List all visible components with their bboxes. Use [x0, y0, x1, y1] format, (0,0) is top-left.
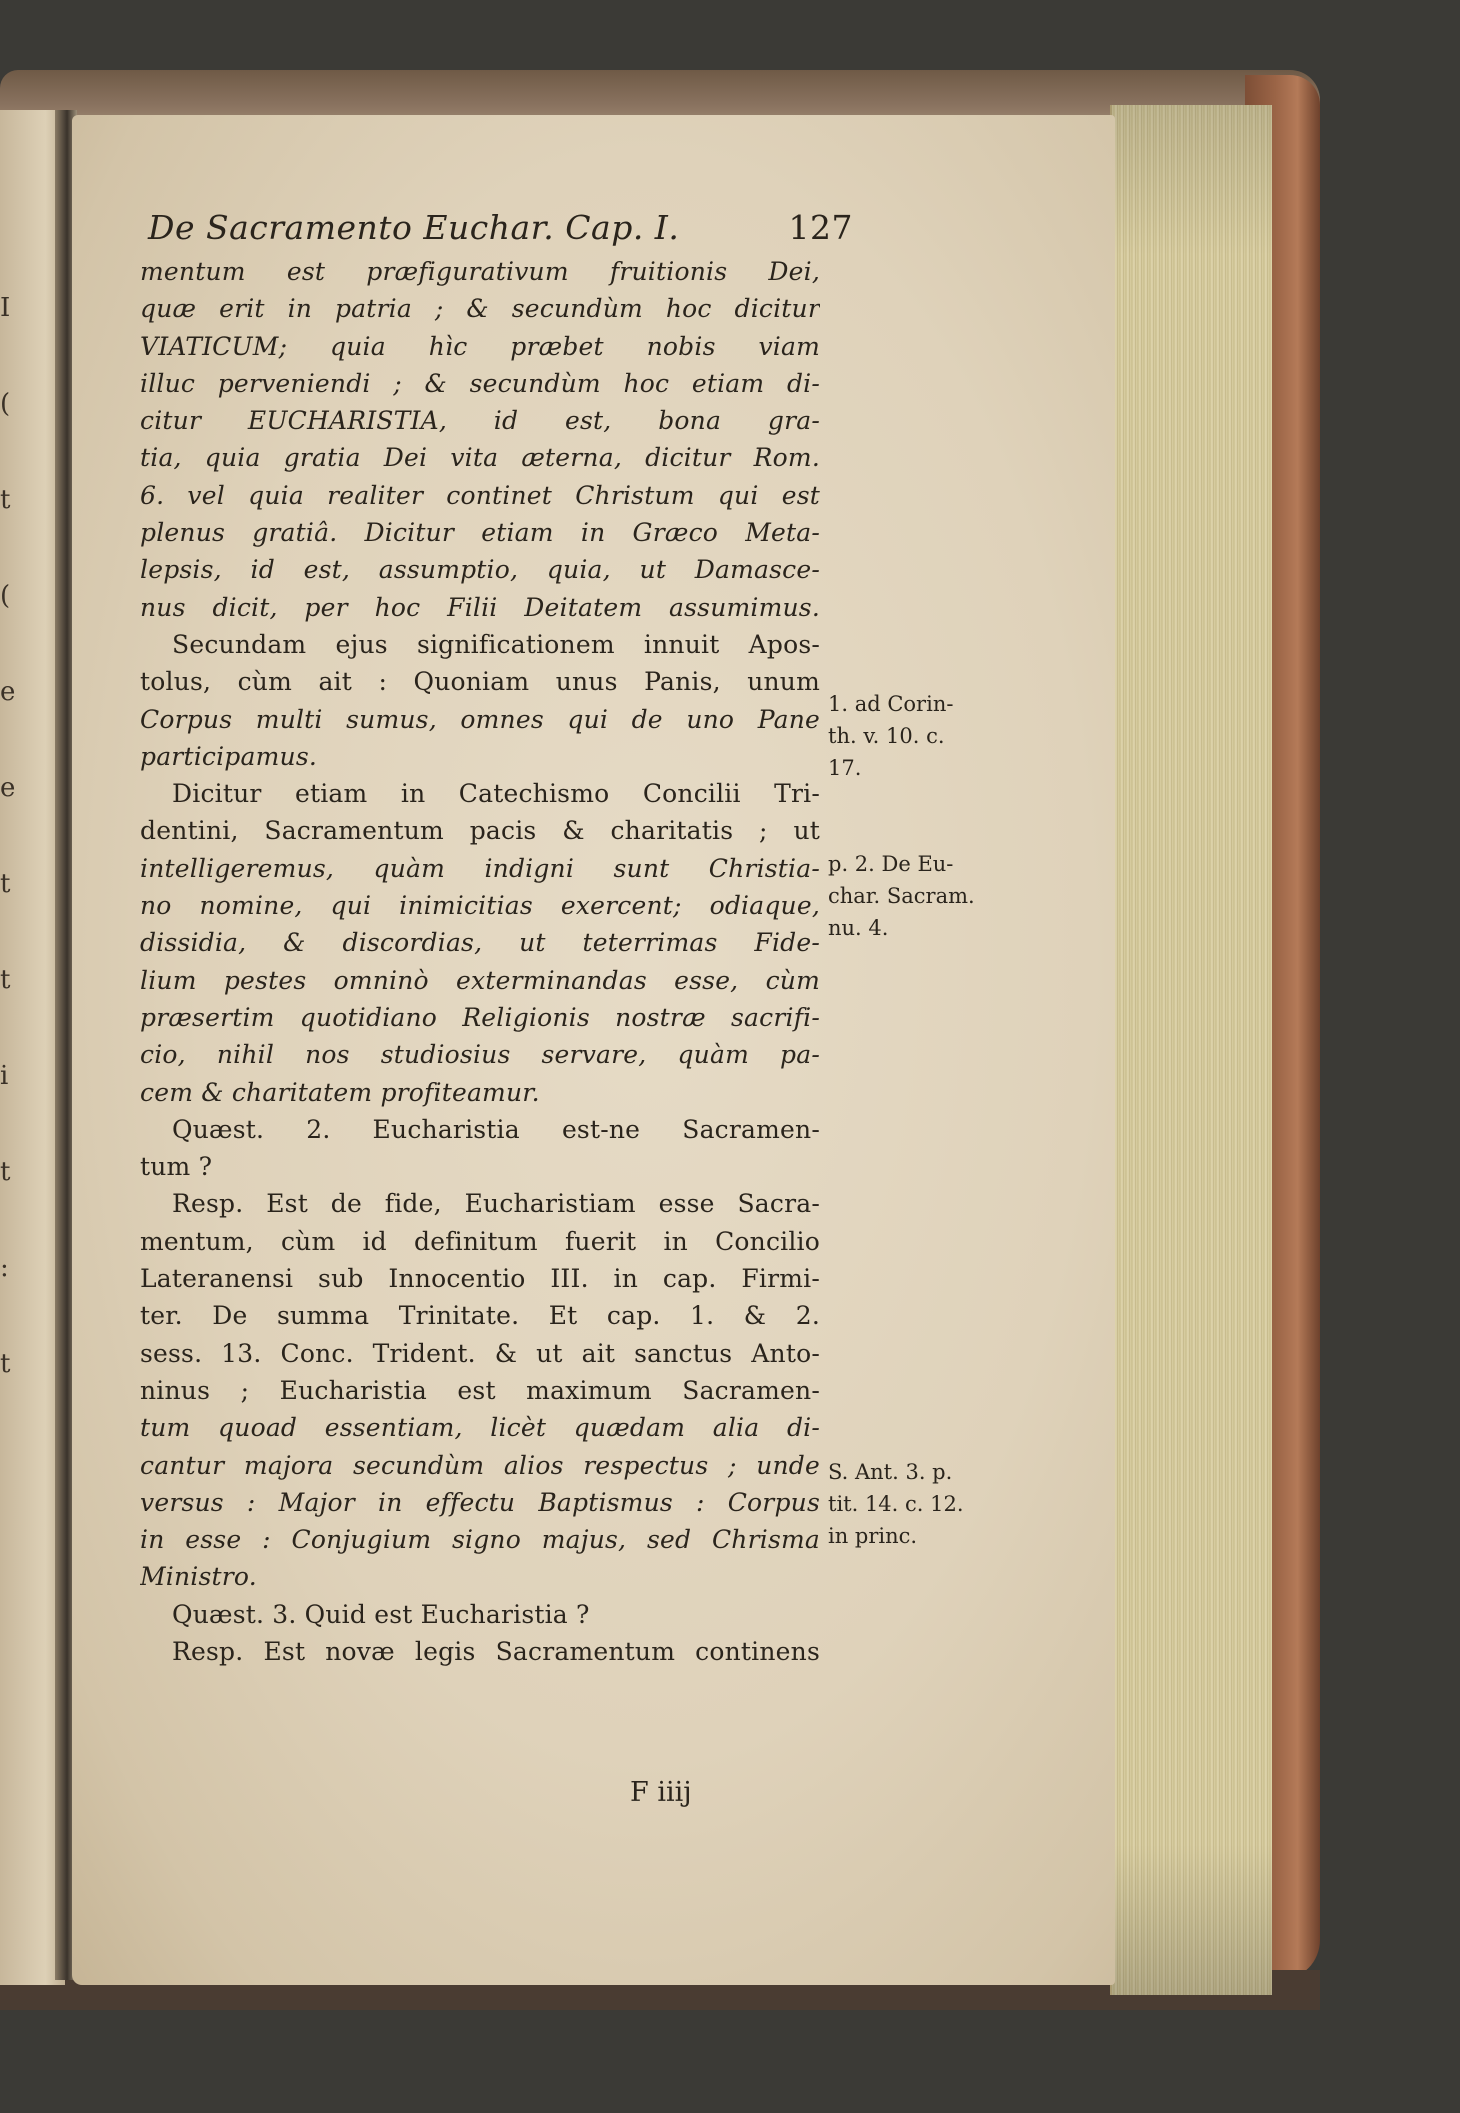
text-line: dissidia, & discordias, ut teterrimas Fide- — [140, 928, 820, 958]
text-line: Dicitur etiam in Catechismo Concilii Tri- — [172, 779, 820, 809]
text-line: mentum, cùm id definitum fuerit in Concilio — [140, 1226, 820, 1256]
fragment: t — [0, 869, 11, 899]
text-line: illuc perveniendi ; & secundùm hoc etiam di- — [140, 368, 820, 398]
marginal-note-line: nu. 4. — [828, 916, 889, 940]
text-line: Secundam ejus significationem innuit Apos- — [172, 629, 820, 659]
marginal-note-line: in princ. — [828, 1524, 918, 1548]
text-line: lepsis, id est, assumptio, quia, ut Damasce- — [140, 555, 820, 585]
text-line: Ministro. — [140, 1562, 257, 1592]
marginal-note-line: th. v. 10. c. — [828, 724, 945, 748]
text-line: cantur majora secundùm alios respectus ; unde — [140, 1450, 820, 1480]
fragment: e — [0, 677, 16, 707]
marginal-note — [828, 848, 998, 944]
fragment: ( — [0, 581, 11, 611]
fragment: I — [0, 293, 11, 323]
text-line: Quæst. 2. Eucharistia est-ne Sacramen- — [172, 1114, 820, 1144]
fragment: t — [0, 485, 11, 515]
text-line: tum quoad essentiam, licèt quædam alia di- — [140, 1413, 820, 1443]
page-fore-edge — [1110, 105, 1272, 1995]
text-line: VIATICUM; quia hìc præbet nobis viam — [140, 331, 820, 361]
text-line: lium pestes omninò exterminandas esse, cùm — [140, 965, 820, 995]
text-line: 6. vel quia realiter continet Christum qui est — [140, 480, 820, 510]
text-line: sess. 13. Conc. Trident. & ut ait sanctus Anto- — [140, 1338, 820, 1368]
text-line: citur EUCHARISTIA, id est, bona gra- — [140, 406, 820, 436]
fragment: ( — [0, 389, 11, 419]
text-line: quæ erit in patria ; & secundùm hoc dicitur — [140, 294, 820, 324]
text-line: mentum est præfigurativum fruitionis Dei, — [140, 257, 820, 286]
text-line: in esse : Conjugium signo majus, sed Chrisma — [140, 1525, 820, 1555]
marginal-note-line: tit. 14. c. 12. — [828, 1492, 964, 1516]
text-line: tum ? — [140, 1152, 213, 1182]
catchword: F iiij — [630, 1777, 692, 1808]
text-line: tolus, cùm ait : Quoniam unus Panis, unum — [140, 667, 820, 697]
marginal-note-line: 17. — [828, 756, 862, 780]
text-line: Resp. Est novæ legis Sacramentum continens — [172, 1636, 820, 1666]
text-line: cem & charitatem profiteamur. — [140, 1077, 540, 1107]
text-line: tia, quia gratia Dei vita æterna, dicitur Rom. — [140, 443, 820, 473]
running-title: De Sacramento Euchar. Cap. I. — [148, 208, 680, 247]
running-header — [148, 208, 853, 247]
fragment: i — [0, 1061, 9, 1091]
text-line: Quæst. 3. Quid est Eucharistia ? — [172, 1599, 590, 1629]
facing-page-fragments — [0, 260, 30, 1412]
fragment: t — [0, 965, 11, 995]
text-line: præsertim quotidiano Religionis nostræ sacrifi- — [140, 1002, 820, 1032]
text-line: Lateranensi sub Innocentio III. in cap. Firmi- — [140, 1264, 820, 1294]
marginal-note-line: char. Sacram. — [828, 884, 975, 908]
text-line: cio, nihil nos studiosius servare, quàm pa- — [140, 1040, 820, 1070]
text-line: plenus gratiâ. Dicitur etiam in Græco Meta- — [140, 518, 820, 548]
marginal-note — [828, 688, 998, 784]
text-line: no nomine, qui inimicitias exercent; odiaque, — [140, 891, 820, 921]
text-line: ter. De summa Trinitate. Et cap. 1. & 2. — [140, 1301, 820, 1331]
marginal-note-line: S. Ant. 3. p. — [828, 1460, 953, 1484]
text-line: ninus ; Eucharistia est maximum Sacramen- — [140, 1375, 820, 1405]
text-line: dentini, Sacramentum pacis & charitatis ; ut — [140, 816, 820, 846]
fragment: t — [0, 1349, 11, 1379]
text-line: intelligeremus, quàm indigni sunt Christia- — [140, 853, 820, 883]
marginal-note-line: p. 2. De Eu- — [828, 852, 954, 876]
marginal-note — [828, 1456, 998, 1552]
text-line: participamus. — [140, 741, 317, 771]
page-number: 127 — [788, 208, 853, 247]
text-line: nus dicit, per hoc Filii Deitatem assumimus. — [140, 592, 820, 622]
fragment: t — [0, 1157, 11, 1187]
marginal-note-line: 1. ad Corin- — [828, 692, 954, 716]
text-line: Resp. Est de fide, Eucharistiam esse Sacra- — [172, 1189, 820, 1219]
fragment: : — [0, 1253, 9, 1283]
text-line: Corpus multi sumus, omnes qui de uno Pane — [140, 704, 820, 734]
fragment: e — [0, 773, 16, 803]
text-line: versus : Major in effectu Baptismus : Corpus — [140, 1487, 820, 1517]
